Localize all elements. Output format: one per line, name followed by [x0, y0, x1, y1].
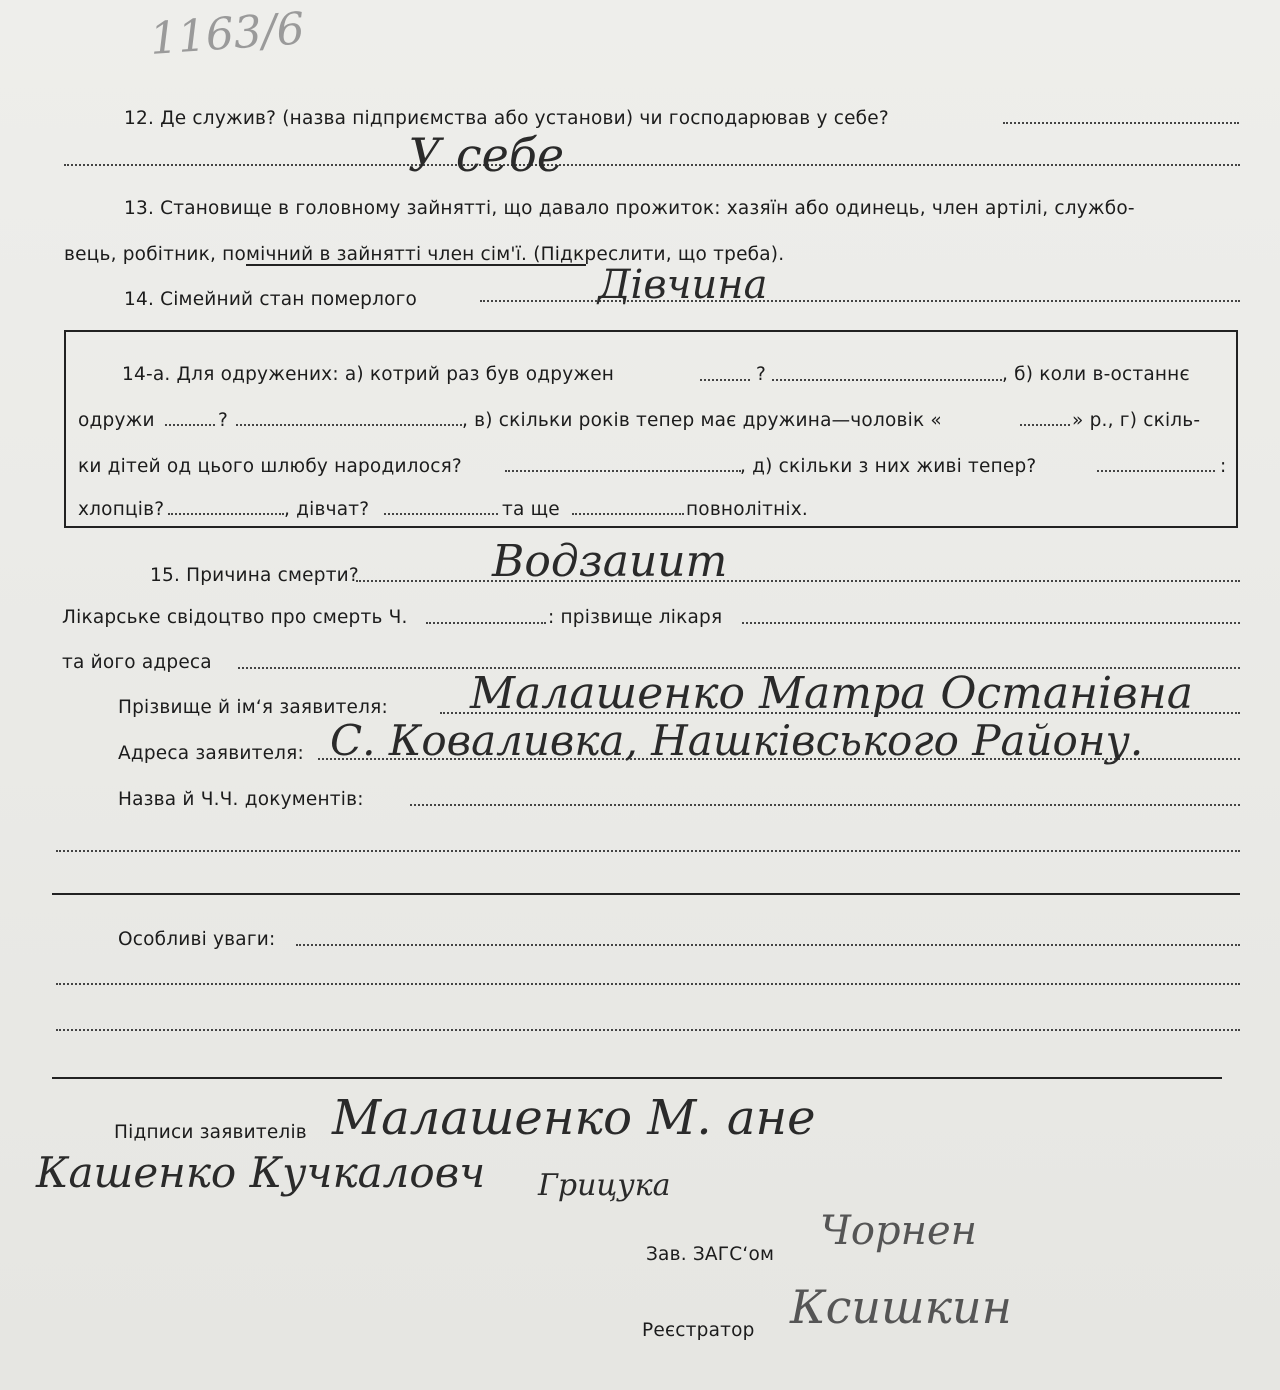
remarks-label: Особливі уваги:	[118, 929, 276, 950]
remarks-line-3	[56, 1029, 1240, 1031]
applicant-signature-2: Кашенко Кучкаловч	[36, 1148, 486, 1197]
q15-answer: Водзаиит	[492, 536, 728, 587]
q14a-line2-a: одружи	[78, 410, 155, 431]
medical-cert-number-line	[426, 622, 546, 624]
applicant-name-label: Прізвище й ім‘я заявителя:	[118, 697, 388, 718]
q14a-line1-b: ?	[756, 364, 767, 385]
applicant-signature-3: Грицука	[538, 1168, 671, 1203]
registrar-signature: Ксишкин	[790, 1280, 1012, 1334]
q14a-line4-a: хлопців?	[78, 499, 165, 520]
remarks-line-2	[56, 983, 1240, 985]
q14a-blank-2	[772, 379, 1002, 381]
q14a-line2-d: » р., г) скіль-	[1072, 410, 1201, 431]
q14a-blank-8	[168, 513, 284, 515]
doctor-address-label: та його адреса	[62, 652, 212, 673]
section-divider-2	[52, 1077, 1222, 1079]
applicant-address-value: С. Коваливка, Нашківського Району.	[330, 716, 1144, 765]
q13-line1: 13. Становище в головному зайнятті, що давало прожиток: хазяїн або одинець, член артілі, службо-	[124, 198, 1135, 219]
q14a-line3-a: ки дітей од цього шлюбу народилося?	[78, 456, 462, 477]
q14a-line1-a: 14-а. Для одружених: а) котрий раз був одружен	[122, 364, 615, 385]
q15-label: 15. Причина смерти?	[150, 565, 359, 586]
doctor-name-label: : прізвище лікаря	[548, 607, 723, 628]
section-divider-1	[52, 893, 1240, 895]
q14-answer-line	[480, 300, 1240, 302]
q13-line2: вець, робітник, помічний в зайнятті член сім'ї. (Підкреслити, що треба).	[64, 244, 785, 265]
applicant-signature-1: Малашенко М. ане	[332, 1090, 816, 1146]
q14a-blank-4	[236, 424, 462, 426]
zags-head-label: Зав. ЗАГС‘ом	[646, 1244, 775, 1265]
q14a-blank-1	[700, 379, 750, 381]
remarks-line-1	[296, 944, 1240, 946]
archive-number: 1163/6	[148, 3, 307, 65]
registrar-label: Реєстратор	[642, 1320, 755, 1341]
q14a-line4-b: , дівчат?	[284, 499, 370, 520]
documents-line	[410, 804, 1240, 806]
q14a-line2-c: , в) скільки років тепер має дружина—чоловік «	[462, 410, 942, 431]
q12-label: 12. Де служив? (назва підприємства або установи) чи господарював у себе?	[124, 108, 889, 129]
q14a-line3-b: , д) скільки з них живі тепер?	[740, 456, 1037, 477]
q14a-blank-3	[165, 424, 215, 426]
q12-answer: У себе	[408, 128, 565, 182]
q13-underline-mark	[246, 264, 586, 266]
documents-line-2	[56, 850, 1240, 852]
applicant-address-label: Адреса заявителя:	[118, 743, 304, 764]
medical-cert-label: Лікарське свідоцтво про смерть Ч.	[62, 607, 408, 628]
signatures-label: Підписи заявителів	[114, 1122, 307, 1143]
applicant-name-value: Малашенко Матра Останівна	[470, 668, 1193, 719]
q14a-blank-10	[572, 513, 684, 515]
q14-answer: Дівчина	[598, 262, 768, 308]
zags-head-signature: Чорнен	[820, 1208, 977, 1254]
q14a-line4-c: та ще	[502, 499, 560, 520]
q14a-blank-7	[1097, 470, 1215, 472]
documents-label: Назва й Ч.Ч. документів:	[118, 789, 364, 810]
q14a-line3-c: :	[1220, 456, 1227, 477]
q12-answer-line-2	[64, 164, 1240, 166]
q14a-blank-9	[384, 513, 498, 515]
q14a-blank-6	[505, 470, 741, 472]
q12-answer-line	[1003, 122, 1239, 124]
q15-answer-line	[356, 580, 1240, 582]
q14a-line4-d: повнолітніх.	[686, 499, 808, 520]
q14a-line1-c: , б) коли в-останнє	[1002, 364, 1190, 385]
q14-label: 14. Сімейний стан померлого	[124, 289, 418, 310]
q14a-line2-b: ?	[218, 410, 229, 431]
q14a-blank-5	[1020, 424, 1070, 426]
doctor-name-line	[742, 622, 1240, 624]
